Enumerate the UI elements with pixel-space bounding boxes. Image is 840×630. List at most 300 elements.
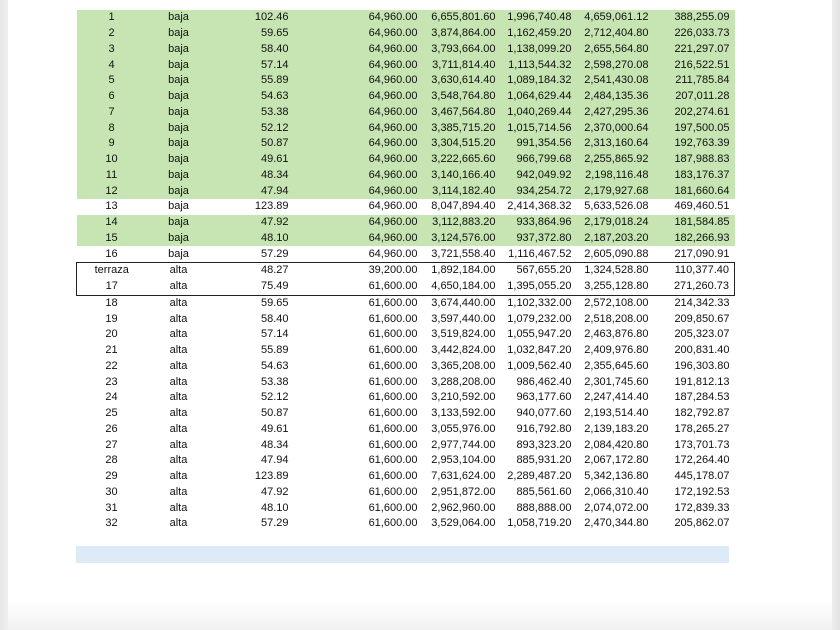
- cell-precio-m2: 64,960.00: [300, 152, 418, 168]
- cell-tipo: alta: [169, 359, 188, 372]
- cell-tipo: baja: [147, 89, 211, 105]
- cell-total: 3,711,814.40: [418, 57, 496, 73]
- cell-precio-m2: 61,600.00: [368, 296, 418, 309]
- cell-enganche: 1,113,544.32: [496, 57, 572, 73]
- cell-tipo: baja: [147, 168, 211, 184]
- cell-mensual: 192,763.39: [649, 136, 735, 152]
- cell-m2: 48.34: [211, 168, 300, 184]
- cell-precio-m2: 61,600.00: [368, 454, 418, 467]
- cell-tipo: baja: [147, 136, 211, 152]
- cell-enganche: 942,049.92: [496, 168, 572, 184]
- cell-mensual: 172,839.33: [674, 501, 730, 514]
- cell-precio-m2: 64,960.00: [300, 215, 418, 231]
- cell-mensual: 172,264.40: [674, 454, 730, 467]
- cell-saldo: 2,139,183.20: [584, 422, 649, 435]
- cell-mensual: 202,274.61: [649, 105, 735, 121]
- cell-saldo: 2,247,414.40: [584, 391, 649, 404]
- page-bottom-shadow: [8, 600, 832, 630]
- cell-id: 29: [105, 470, 118, 483]
- cell-saldo: 2,084,420.80: [584, 438, 649, 451]
- cell-precio-m2: 64,960.00: [368, 247, 418, 260]
- cell-mensual: 182,792.87: [674, 407, 730, 420]
- table-row: [77, 246, 735, 262]
- cell-id: 22: [105, 359, 118, 372]
- cell-id: 18: [105, 296, 118, 309]
- cell-tipo: alta: [169, 312, 188, 325]
- cell-total: 3,721,558.40: [431, 247, 496, 260]
- cell-total: 3,288,208.00: [431, 375, 496, 388]
- cell-m2: 55.89: [260, 344, 289, 357]
- cell-saldo: 2,193,514.40: [584, 407, 649, 420]
- table-row: [77, 136, 735, 152]
- cell-saldo: 3,255,128.80: [572, 279, 649, 295]
- cell-m2: 54.63: [211, 89, 300, 105]
- table-row: [77, 485, 735, 501]
- cell-id: terraza: [77, 263, 147, 279]
- table-row: [77, 359, 735, 375]
- cell-enganche: 966,799.68: [496, 152, 572, 168]
- cell-tipo: alta: [169, 438, 188, 451]
- cell-enganche: 934,254.72: [496, 183, 572, 199]
- cell-precio-m2: 64,960.00: [300, 73, 418, 89]
- cell-m2: 57.14: [211, 57, 300, 73]
- cell-saldo: 2,484,135.36: [572, 89, 649, 105]
- table-row: [77, 120, 735, 136]
- cell-mensual: 183,176.37: [649, 168, 735, 184]
- cell-id: 12: [77, 183, 147, 199]
- cell-saldo: 2,301,745.60: [584, 375, 649, 388]
- cell-m2: 57.29: [260, 517, 289, 530]
- cell-tipo: baja: [168, 200, 189, 213]
- table-row: [77, 516, 735, 532]
- cell-id: 6: [77, 89, 147, 105]
- cell-enganche: 1,395,055.20: [496, 279, 572, 295]
- cell-id: 16: [105, 247, 118, 260]
- cell-tipo: baja: [168, 247, 189, 260]
- cell-total: 3,385,715.20: [418, 120, 496, 136]
- cell-total: 3,112,883.20: [418, 215, 496, 231]
- cell-enganche: 1,040,269.44: [496, 105, 572, 121]
- cell-total: 3,519,824.00: [431, 328, 496, 341]
- cell-mensual: 172,192.53: [674, 485, 730, 498]
- cell-enganche: 963,177.60: [516, 391, 572, 404]
- cell-tipo: baja: [147, 26, 211, 42]
- cell-m2: 102.46: [211, 10, 300, 26]
- cell-saldo: 2,187,203.20: [572, 231, 649, 247]
- cell-saldo: 2,712,404.80: [572, 26, 649, 42]
- cell-precio-m2: 64,960.00: [300, 183, 418, 199]
- cell-saldo: 2,572,108.00: [584, 296, 649, 309]
- cell-id: 21: [105, 344, 118, 357]
- cell-tipo: baja: [147, 105, 211, 121]
- cell-total: 3,442,824.00: [431, 344, 496, 357]
- table-row: [77, 152, 735, 168]
- cell-mensual: 388,255.09: [649, 10, 735, 26]
- cell-mensual: 226,033.73: [649, 26, 735, 42]
- table-row: [77, 500, 735, 516]
- cell-saldo: 2,655,564.80: [572, 42, 649, 58]
- table-row: [77, 343, 735, 359]
- cell-total: 2,962,960.00: [431, 501, 496, 514]
- cell-id: 5: [77, 73, 147, 89]
- cell-precio-m2: 64,960.00: [300, 136, 418, 152]
- cell-total: 3,133,592.00: [431, 407, 496, 420]
- table-row: [77, 231, 735, 247]
- cell-enganche: 1,079,232.00: [507, 312, 572, 325]
- cell-saldo: 2,179,018.24: [572, 215, 649, 231]
- cell-tipo: alta: [169, 470, 188, 483]
- cell-tipo: alta: [169, 517, 188, 530]
- cell-tipo: alta: [169, 407, 188, 420]
- cell-precio-m2: 61,600.00: [368, 312, 418, 325]
- cell-saldo: 2,518,208.00: [584, 312, 649, 325]
- cell-total: 2,977,744.00: [431, 438, 496, 451]
- cell-id: 24: [105, 391, 118, 404]
- cell-tipo: baja: [147, 57, 211, 73]
- cell-saldo: 2,598,270.08: [572, 57, 649, 73]
- cell-saldo: 4,659,061.12: [572, 10, 649, 26]
- cell-precio-m2: 64,960.00: [300, 26, 418, 42]
- cell-precio-m2: 64,960.00: [300, 42, 418, 58]
- cell-precio-m2: 39,200.00: [300, 263, 418, 279]
- cell-enganche: 937,372.80: [496, 231, 572, 247]
- cell-m2: 59.65: [211, 26, 300, 42]
- cell-id: 20: [105, 328, 118, 341]
- page-edge-right: [832, 0, 840, 630]
- cell-enganche: 567,655.20: [496, 263, 572, 279]
- cell-precio-m2: 61,600.00: [368, 485, 418, 498]
- cell-enganche: 1,996,740.48: [496, 10, 572, 26]
- table-row: [77, 422, 735, 438]
- cell-total: 7,631,624.00: [431, 470, 496, 483]
- cell-total: 3,365,208.00: [431, 359, 496, 372]
- cell-id: 10: [77, 152, 147, 168]
- table-row: [77, 327, 735, 343]
- cell-m2: 123.89: [254, 200, 289, 213]
- cell-id: 25: [105, 407, 118, 420]
- cell-saldo: 2,067,172.80: [584, 454, 649, 467]
- table-row: [77, 279, 735, 295]
- cell-total: 3,210,592.00: [431, 391, 496, 404]
- cell-id: 26: [105, 422, 118, 435]
- units-price-table: [76, 10, 735, 532]
- cell-precio-m2: 61,600.00: [368, 391, 418, 404]
- cell-id: 14: [77, 215, 147, 231]
- cell-tipo: alta: [169, 296, 188, 309]
- cell-total: 3,124,576.00: [418, 231, 496, 247]
- cell-id: 31: [105, 501, 118, 514]
- cell-precio-m2: 61,600.00: [368, 422, 418, 435]
- cell-enganche: 885,561.60: [516, 485, 572, 498]
- cell-enganche: 916,792.80: [516, 422, 572, 435]
- cell-mensual: 182,266.93: [649, 231, 735, 247]
- cell-enganche: 1,058,719.20: [507, 517, 572, 530]
- cell-m2: 48.10: [260, 501, 289, 514]
- cell-total: 3,630,614.40: [418, 73, 496, 89]
- cell-enganche: 1,009,562.40: [507, 359, 572, 372]
- table-row: [77, 89, 735, 105]
- cell-tipo: alta: [169, 485, 188, 498]
- cell-precio-m2: 61,600.00: [368, 501, 418, 514]
- table-row: [77, 57, 735, 73]
- cell-total: 3,114,182.40: [418, 183, 496, 199]
- cell-mensual: 207,011.28: [649, 89, 735, 105]
- cell-m2: 49.61: [260, 422, 289, 435]
- cell-precio-m2: 64,960.00: [300, 57, 418, 73]
- cell-enganche: 940,077.60: [516, 407, 572, 420]
- cell-total: 4,650,184.00: [418, 279, 496, 295]
- table-row: [77, 10, 735, 26]
- cell-precio-m2: 61,600.00: [368, 344, 418, 357]
- cell-id: 30: [105, 485, 118, 498]
- cell-saldo: 5,633,526.08: [584, 200, 649, 213]
- cell-m2: 47.92: [211, 215, 300, 231]
- table-row: [77, 73, 735, 89]
- cell-id: 4: [77, 57, 147, 73]
- page-edge-left: [0, 0, 8, 630]
- table-row: [77, 42, 735, 58]
- cell-m2: 50.87: [211, 136, 300, 152]
- table-row: [77, 263, 735, 279]
- cell-mensual: 221,297.07: [649, 42, 735, 58]
- cell-enganche: 1,162,459.20: [496, 26, 572, 42]
- cell-id: 7: [77, 105, 147, 121]
- cell-total: 3,874,864.00: [418, 26, 496, 42]
- cell-enganche: 893,323.20: [516, 438, 572, 451]
- cell-enganche: 1,138,099.20: [496, 42, 572, 58]
- cell-precio-m2: 64,960.00: [368, 200, 418, 213]
- cell-precio-m2: 64,960.00: [300, 10, 418, 26]
- cell-mensual: 187,988.83: [649, 152, 735, 168]
- cell-m2: 54.63: [260, 359, 289, 372]
- cell-tipo: baja: [147, 152, 211, 168]
- cell-precio-m2: 61,600.00: [368, 407, 418, 420]
- cell-tipo: alta: [169, 454, 188, 467]
- cell-mensual: 178,265.27: [674, 422, 730, 435]
- cell-tipo: alta: [147, 279, 211, 295]
- cell-saldo: 2,198,116.48: [572, 168, 649, 184]
- cell-mensual: 445,178.07: [674, 470, 730, 483]
- cell-mensual: 205,862.07: [674, 517, 730, 530]
- cell-total: 3,597,440.00: [431, 312, 496, 325]
- cell-precio-m2: 61,600.00: [368, 375, 418, 388]
- cell-precio-m2: 64,960.00: [300, 105, 418, 121]
- cell-id: 11: [77, 168, 147, 184]
- cell-total: 6,655,801.60: [418, 10, 496, 26]
- cell-enganche: 885,931.20: [516, 454, 572, 467]
- cell-m2: 47.94: [260, 454, 289, 467]
- cell-id: 9: [77, 136, 147, 152]
- table-row: [77, 311, 735, 327]
- cell-mensual: 217,090.91: [674, 247, 730, 260]
- cell-mensual: 214,342.33: [674, 296, 730, 309]
- cell-tipo: baja: [147, 73, 211, 89]
- cell-total: 3,222,665.60: [418, 152, 496, 168]
- cell-id: 15: [77, 231, 147, 247]
- table-row: [77, 168, 735, 184]
- cell-m2: 50.87: [260, 407, 289, 420]
- cell-enganche: 888,888.00: [516, 501, 572, 514]
- cell-m2: 52.12: [211, 120, 300, 136]
- cell-total: 3,674,440.00: [431, 296, 496, 309]
- cell-tipo: baja: [147, 215, 211, 231]
- cell-tipo: baja: [147, 10, 211, 26]
- cell-saldo: 2,470,344.80: [584, 517, 649, 530]
- cell-tipo: baja: [147, 183, 211, 199]
- table-row: [77, 215, 735, 231]
- table-row: [77, 437, 735, 453]
- cell-saldo: 1,324,528.80: [572, 263, 649, 279]
- cell-saldo: 2,541,430.08: [572, 73, 649, 89]
- cell-enganche: 1,015,714.56: [496, 120, 572, 136]
- cell-mensual: 271,260.73: [649, 279, 735, 295]
- cell-m2: 53.38: [211, 105, 300, 121]
- cell-precio-m2: 61,600.00: [300, 279, 418, 295]
- cell-mensual: 187,284.53: [674, 391, 730, 404]
- cell-m2: 58.40: [260, 312, 289, 325]
- cell-precio-m2: 61,600.00: [368, 438, 418, 451]
- cell-m2: 123.89: [254, 470, 289, 483]
- table-row: [77, 295, 735, 311]
- cell-m2: 47.94: [211, 183, 300, 199]
- table-row: [77, 199, 735, 215]
- table-row: [77, 390, 735, 406]
- cell-enganche: 1,116,467.52: [508, 247, 572, 260]
- cell-total: 3,055,976.00: [431, 422, 496, 435]
- cell-precio-m2: 61,600.00: [368, 328, 418, 341]
- cell-enganche: 1,055,947.20: [507, 328, 572, 341]
- cell-id: 19: [105, 312, 118, 325]
- cell-mensual: 181,584.85: [649, 215, 735, 231]
- cell-id: 3: [77, 42, 147, 58]
- cell-enganche: 2,414,368.32: [507, 200, 572, 213]
- table-row: [77, 183, 735, 199]
- cell-m2: 48.27: [211, 263, 300, 279]
- cell-m2: 48.34: [260, 438, 289, 451]
- cell-tipo: baja: [147, 42, 211, 58]
- cell-m2: 53.38: [260, 375, 289, 388]
- cell-saldo: 2,463,876.80: [584, 328, 649, 341]
- cell-precio-m2: 61,600.00: [368, 359, 418, 372]
- cell-m2: 57.29: [260, 247, 289, 260]
- cell-tipo: baja: [147, 231, 211, 247]
- cell-total: 8,047,894.40: [431, 200, 496, 213]
- cell-enganche: 2,289,487.20: [507, 470, 572, 483]
- cell-id: 1: [77, 10, 147, 26]
- cell-mensual: 209,850.67: [674, 312, 730, 325]
- cell-m2: 48.10: [211, 231, 300, 247]
- cell-id: 32: [105, 517, 118, 530]
- cell-enganche: 1,102,332.00: [507, 296, 572, 309]
- table-row: [77, 406, 735, 422]
- cell-mensual: 469,460.51: [674, 200, 730, 213]
- cell-id: 23: [105, 375, 118, 388]
- cell-m2: 57.14: [260, 328, 289, 341]
- table-row: [77, 105, 735, 121]
- cell-mensual: 191,812.13: [674, 375, 730, 388]
- cell-saldo: 2,255,865.92: [572, 152, 649, 168]
- cell-mensual: 196,303.80: [674, 359, 730, 372]
- cell-precio-m2: 61,600.00: [368, 470, 418, 483]
- cell-enganche: 933,864.96: [496, 215, 572, 231]
- cell-tipo: alta: [147, 263, 211, 279]
- cell-saldo: 2,370,000.64: [572, 120, 649, 136]
- cell-total: 3,304,515.20: [418, 136, 496, 152]
- cell-m2: 47.92: [260, 485, 289, 498]
- table-row: [77, 374, 735, 390]
- cell-m2: 55.89: [211, 73, 300, 89]
- cell-precio-m2: 64,960.00: [300, 168, 418, 184]
- table-body: [77, 10, 735, 532]
- cell-id: 13: [105, 200, 118, 213]
- cell-enganche: 986,462.40: [516, 375, 572, 388]
- cell-precio-m2: 61,600.00: [368, 517, 418, 530]
- cell-m2: 52.12: [260, 391, 289, 404]
- cell-saldo: 5,342,136.80: [584, 470, 649, 483]
- cell-enganche: 991,354.56: [496, 136, 572, 152]
- cell-enganche: 1,064,629.44: [496, 89, 572, 105]
- cell-m2: 59.65: [260, 296, 289, 309]
- cell-mensual: 200,831.40: [674, 344, 730, 357]
- footer-highlight-bar: [76, 546, 729, 563]
- cell-total: 3,529,064.00: [431, 517, 496, 530]
- cell-mensual: 205,323.07: [674, 328, 730, 341]
- cell-mensual: 173,701.73: [674, 438, 730, 451]
- cell-tipo: baja: [147, 120, 211, 136]
- cell-total: 2,953,104.00: [431, 454, 496, 467]
- cell-m2: 75.49: [211, 279, 300, 295]
- table-row: [77, 469, 735, 485]
- cell-tipo: alta: [169, 328, 188, 341]
- cell-tipo: alta: [169, 375, 188, 388]
- cell-m2: 58.40: [211, 42, 300, 58]
- cell-enganche: 1,032,847.20: [507, 344, 572, 357]
- cell-tipo: alta: [169, 391, 188, 404]
- cell-precio-m2: 64,960.00: [300, 120, 418, 136]
- cell-mensual: 211,785.84: [649, 73, 735, 89]
- cell-total: 3,793,664.00: [418, 42, 496, 58]
- cell-tipo: alta: [169, 422, 188, 435]
- cell-id: 27: [105, 438, 118, 451]
- cell-saldo: 2,355,645.60: [584, 359, 649, 372]
- cell-saldo: 2,427,295.36: [572, 105, 649, 121]
- cell-mensual: 197,500.05: [649, 120, 735, 136]
- cell-total: 3,467,564.80: [418, 105, 496, 121]
- cell-enganche: 1,089,184.32: [496, 73, 572, 89]
- cell-mensual: 181,660.64: [649, 183, 735, 199]
- table-row: [77, 453, 735, 469]
- cell-total: 1,892,184.00: [418, 263, 496, 279]
- cell-saldo: 2,179,927.68: [572, 183, 649, 199]
- cell-id: 8: [77, 120, 147, 136]
- cell-m2: 49.61: [211, 152, 300, 168]
- cell-total: 2,951,872.00: [431, 485, 496, 498]
- cell-saldo: 2,074,072.00: [584, 501, 649, 514]
- cell-precio-m2: 64,960.00: [300, 231, 418, 247]
- cell-saldo: 2,313,160.64: [572, 136, 649, 152]
- cell-saldo: 2,066,310.40: [584, 485, 649, 498]
- cell-total: 3,140,166.40: [418, 168, 496, 184]
- cell-id: 17: [77, 279, 147, 295]
- cell-saldo: 2,409,976.80: [584, 344, 649, 357]
- cell-mensual: 216,522.51: [649, 57, 735, 73]
- table-row: [77, 26, 735, 42]
- cell-saldo: 2,605,090.88: [584, 247, 649, 260]
- cell-total: 3,548,764.80: [418, 89, 496, 105]
- cell-tipo: alta: [169, 344, 188, 357]
- cell-mensual: 110,377.40: [649, 263, 735, 279]
- cell-precio-m2: 64,960.00: [300, 89, 418, 105]
